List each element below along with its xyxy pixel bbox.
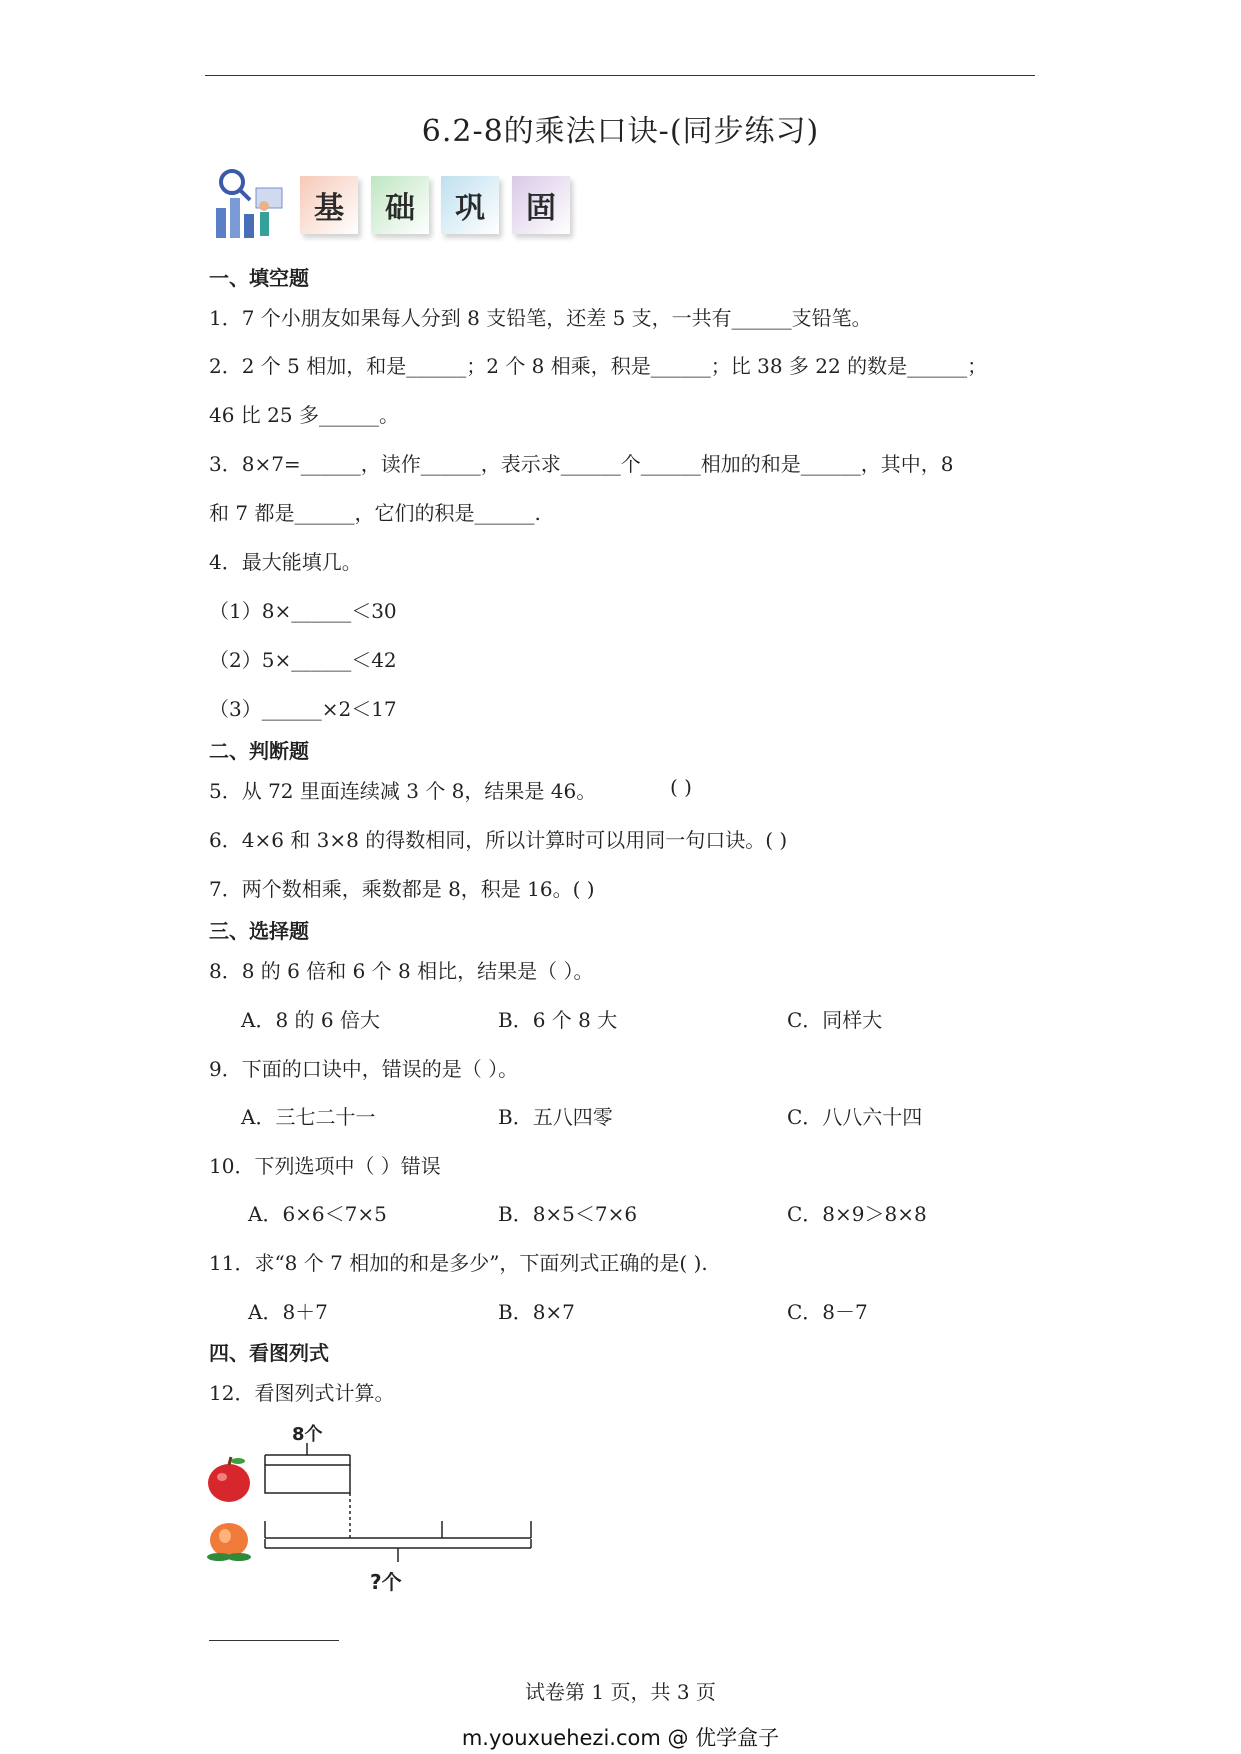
question-1: 1．7 个小朋友如果每人分到 8 支铅笔，还差 5 支，一共有______支铅笔。 (209, 306, 872, 330)
question-8-option-b: B．6 个 8 大 (498, 1008, 618, 1032)
page-title: 6.2-8的乘法口诀-(同步练习) (421, 114, 820, 149)
section-banner (210, 168, 590, 242)
question-9-option-c: C．八八六十四 (787, 1105, 923, 1129)
question-3-line-2: 和 7 都是______，它们的积是______. (209, 501, 541, 525)
question-10-option-c: C．8×9＞8×8 (787, 1202, 927, 1226)
section-true-false: 二、判断题 (209, 739, 309, 763)
banner-char-3: 巩 (455, 191, 485, 226)
question-5: 5．从 72 里面连续减 3 个 8，结果是 46。 (209, 779, 597, 803)
question-10-option-a: A．6×6＜7×5 (248, 1202, 387, 1226)
question-4-part-2: （2）5×______＜42 (209, 648, 397, 672)
question-11: 11．求“8 个 7 相加的和是多少”，下面列式正确的是( ). (209, 1251, 708, 1275)
question-6: 6．4×6 和 3×8 的得数相同，所以计算时可以用同一句口诀。( ) (209, 828, 788, 852)
question-5-answer-paren: ( ) (670, 775, 692, 799)
question-9: 9．下面的口诀中，错误的是（ ）。 (209, 1057, 519, 1081)
question-3-line-1: 3．8×7=______，读作______，表示求______个______相加的和是______，其中，8 (209, 452, 954, 476)
banner-char-4: 固 (526, 191, 556, 226)
section-fill-blank: 一、填空题 (209, 266, 309, 290)
question-10-option-b: B．8×5＜7×6 (498, 1202, 638, 1226)
watermark: m.youxuehezi.com @ 优学盒子 (461, 1726, 780, 1750)
question-8-option-c: C．同样大 (787, 1008, 883, 1032)
question-12: 12．看图列式计算。 (209, 1381, 395, 1405)
study-icon (210, 168, 290, 242)
banner-badge-3 (441, 176, 499, 234)
question-4-part-1: （1）8×______＜30 (209, 599, 397, 623)
banner-char-1: 基 (314, 191, 344, 226)
question-10: 10．下列选项中（ ）错误 (209, 1154, 441, 1178)
peach-icon (207, 1523, 251, 1561)
question-8: 8．8 的 6 倍和 6 个 8 相比，结果是（ ）。 (209, 959, 594, 983)
question-9-option-a: A．三七二十一 (241, 1105, 376, 1129)
section-multiple-choice: 三、选择题 (209, 919, 309, 943)
banner-char-2: 础 (385, 191, 415, 226)
banner-badge-2 (371, 176, 429, 234)
footnote-rule (209, 1640, 339, 1641)
banner-badge-1 (300, 176, 358, 234)
figure-top-label: 8个 (292, 1424, 323, 1445)
figure-diagram (205, 1435, 545, 1585)
question-4: 4．最大能填几。 (209, 550, 362, 574)
question-9-option-b: B．五八四零 (498, 1105, 613, 1129)
banner-badge-4 (512, 176, 570, 234)
question-7: 7．两个数相乘，乘数都是 8，积是 16。( ) (209, 877, 595, 901)
header-rule (205, 75, 1035, 76)
page-footer: 试卷第 1 页，共 3 页 (525, 1680, 716, 1704)
question-8-option-a: A．8 的 6 倍大 (241, 1008, 380, 1032)
question-11-option-a: A．8＋7 (248, 1300, 328, 1324)
question-11-option-b: B．8×7 (498, 1300, 575, 1324)
section-picture-equation: 四、看图列式 (209, 1341, 329, 1365)
question-2-line-2: 46 比 25 多______。 (209, 403, 399, 427)
question-4-part-3: （3）______×2＜17 (209, 697, 397, 721)
apple-icon (208, 1457, 250, 1502)
question-2-line-1: 2．2 个 5 相加，和是______；2 个 8 相乘，积是______；比 38 多 22 的数是______； (209, 354, 988, 378)
question-11-option-c: C．8－7 (787, 1300, 868, 1324)
figure-bottom-label: ?个 (370, 1570, 402, 1594)
